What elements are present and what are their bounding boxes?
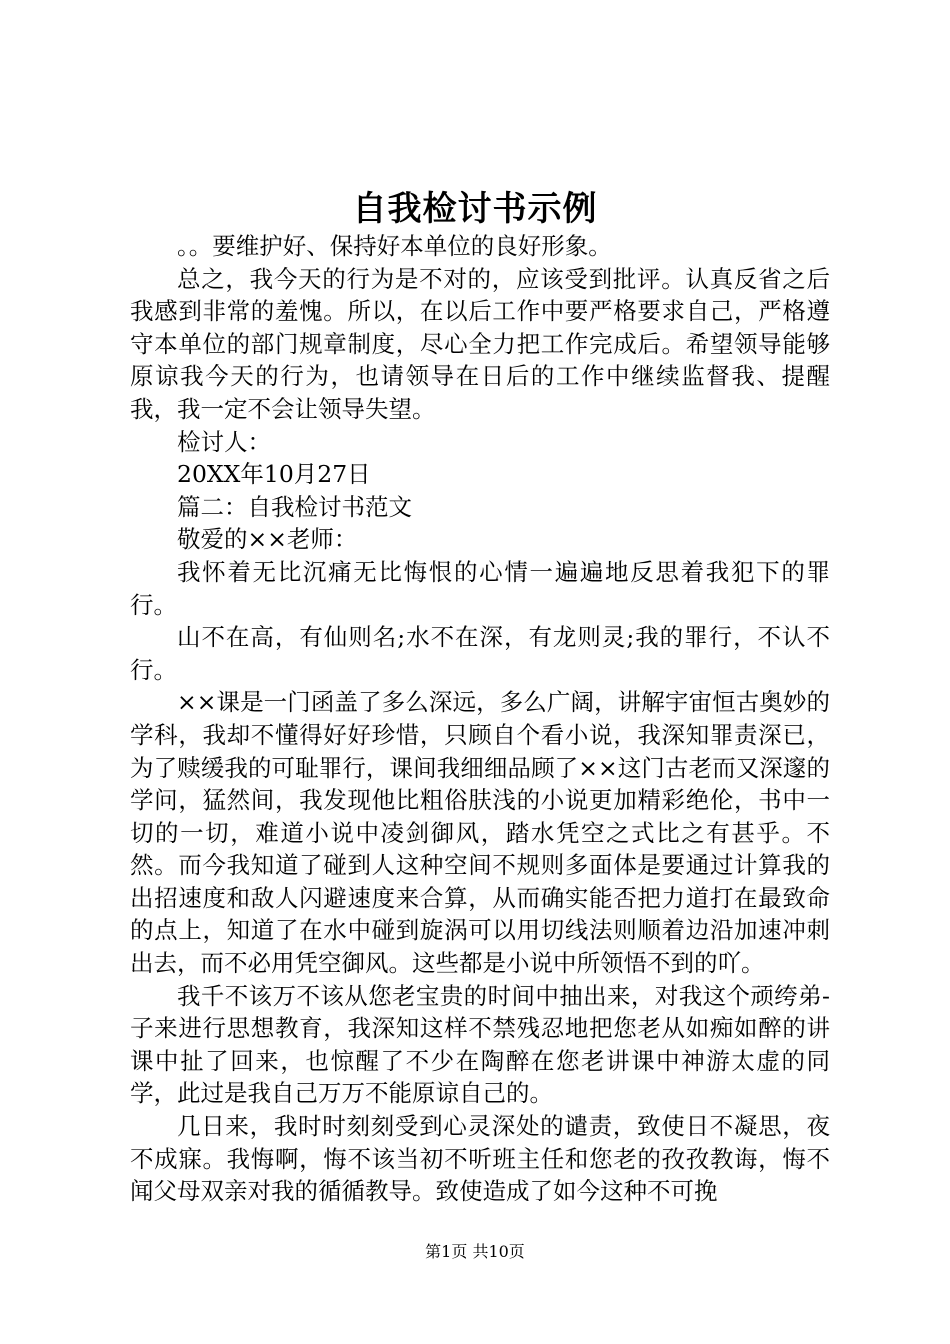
paragraph-7: 几日来，我时时刻刻受到心灵深处的谴责，致使日不凝思，夜不成寐。我悔啊，悔不该当初不听班主任和您老的孜孜教诲，悔不闻父母双亲对我的循循教导。致使造成了如今这种不可挽 xyxy=(130,1112,830,1206)
signature-label: 检讨人： xyxy=(177,427,271,456)
paragraph-4: 山不在高，有仙则名;水不在深，有龙则灵;我的罪行，不认不行。 xyxy=(130,623,830,684)
salutation: 敬爱的××老师： xyxy=(177,525,358,554)
paragraph-1: 。。要维护好、保持好本单位的良好形象。 xyxy=(177,232,612,260)
date-line: 20XX年10月27日 xyxy=(177,460,371,489)
page-title: 自我检讨书示例 xyxy=(352,189,598,229)
paragraph-3: 我怀着无比沉痛无比悔恨的心情一遍遍地反思着我犯下的罪行。 xyxy=(130,557,830,619)
document-body xyxy=(130,230,830,1208)
section-heading: 篇二：自我检讨书范文 xyxy=(177,492,412,521)
paragraph-5: ××课是一门函盖了多么深远，多么广阔，讲解宇宙恒古奥妙的学科，我却不懂得好好珍惜，只顾自个看小说，我深知罪责深已，为了赎缓我的可耻罪行，课间我细细品顾了××这门古老而又深邃的学问，猛然间，我发现他比粗俗肤浅的小说更加精彩绝伦，书中一切的一切，难道小说中凌剑御风，踏水凭空之式比之有甚乎。不然。而今我知道了碰到人这种空间不规则多面体是要通过计算我的出招速度和敌人闪避速度来合算，从而确实能否把力道打在最致命的点上，知道了在水中碰到旋涡可以用切线法则顺着边沿加速冲刺出去，而不必用凭空御风。这些都是小说中所领悟不到的吖。 xyxy=(130,688,830,978)
paragraph-2: 总之，我今天的行为是不对的，应该受到批评。认真反省之后我感到非常的羞愧。所以，在以后工作中要严格要求自己，严格遵守本单位的部门规章制度，尽心全力把工作完成后。希望领导能够原谅我今天的行为，也请领导在日后的工作中继续监督我、提醒我，我一定不会让领导失望。 xyxy=(130,264,830,423)
page-number: 第1页 共10页 xyxy=(425,1242,525,1261)
paragraph-6: 我千不该万不该从您老宝贵的时间中抽出来，对我这个顽绔弟-子来进行思想教育，我深知这样不禁残忍地把您老从如痴如醉的讲课中扯了回来，也惊醒了不少在陶醉在您老讲课中神游太虚的同学，此过是我自己万万不能原谅自己的。 xyxy=(130,981,830,1108)
